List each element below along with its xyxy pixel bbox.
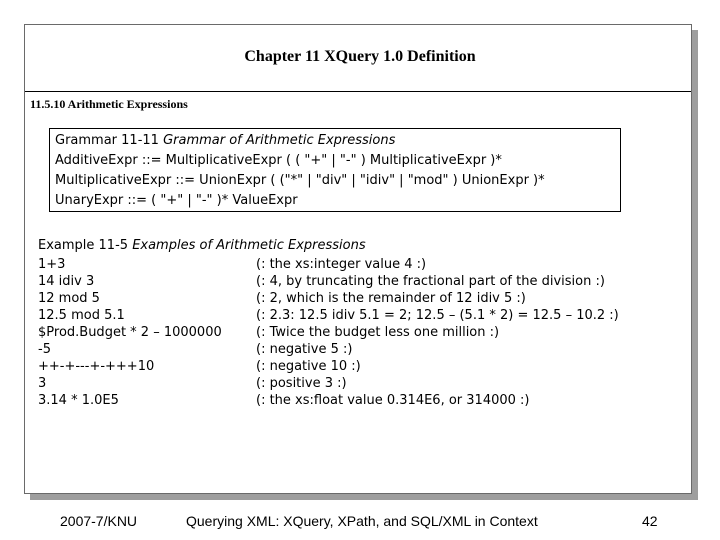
- grammar-rule: AdditiveExpr ::= MultiplicativeExpr ( ( "+" | "-" ) MultiplicativeExpr )*: [55, 153, 502, 168]
- example-expression: 14 idiv 3: [38, 274, 95, 289]
- example-comment: (: Twice the budget less one million :): [256, 325, 500, 340]
- section-heading: 11.5.10 Arithmetic Expressions: [30, 97, 188, 111]
- example-expression: 1+3: [38, 257, 66, 272]
- footer-course-title: Querying XML: XQuery, XPath, and SQL/XML in Context: [186, 513, 538, 529]
- example-comment: (: 4, by truncating the fractional part of the division :): [256, 274, 605, 289]
- example-expression: 3.14 * 1.0E5: [38, 393, 119, 408]
- example-comment: (: positive 3 :): [256, 376, 347, 391]
- example-comment: (: 2.3: 12.5 idiv 5.1 = 2; 12.5 – (5.1 * 2) = 12.5 – 10.2 :): [256, 308, 619, 323]
- example-label: Example 11-5: [38, 238, 129, 253]
- grammar-label: Grammar 11-11: [55, 133, 159, 148]
- example-expression: 12 mod 5: [38, 291, 100, 306]
- grammar-rule: MultiplicativeExpr ::= UnionExpr ( ("*" | "div" | "idiv" | "mod" ) UnionExpr )*: [55, 173, 545, 188]
- example-expression: $Prod.Budget * 2 – 1000000: [38, 325, 222, 340]
- grammar-rule: UnaryExpr ::= ( "+" | "-" )* ValueExpr: [55, 193, 298, 208]
- example-expression: -5: [38, 342, 51, 357]
- example-comment: (: the xs:integer value 4 :): [256, 257, 427, 272]
- example-expression: 3: [38, 376, 47, 391]
- example-expression: ++-+---+-+++10: [38, 359, 155, 374]
- example-caption: Examples of Arithmetic Expressions: [132, 238, 366, 253]
- example-comment: (: 2, which is the remainder of 12 idiv 5 :): [256, 291, 526, 306]
- footer-date: 2007-7/KNU: [60, 513, 138, 529]
- example-comment: (: negative 10 :): [256, 359, 361, 374]
- grammar-heading: [55, 133, 395, 148]
- example-comment: (: negative 5 :): [256, 342, 353, 357]
- footer-page-number: 42: [642, 513, 658, 529]
- example-expression: 12.5 mod 5.1: [38, 308, 125, 323]
- grammar-caption: Grammar of Arithmetic Expressions: [163, 133, 396, 148]
- title-divider: [25, 91, 691, 92]
- example-heading: [38, 238, 366, 253]
- example-comment: (: the xs:float value 0.314E6, or 314000 :): [256, 393, 530, 408]
- slide-title: Chapter 11 XQuery 1.0 Definition: [244, 48, 476, 65]
